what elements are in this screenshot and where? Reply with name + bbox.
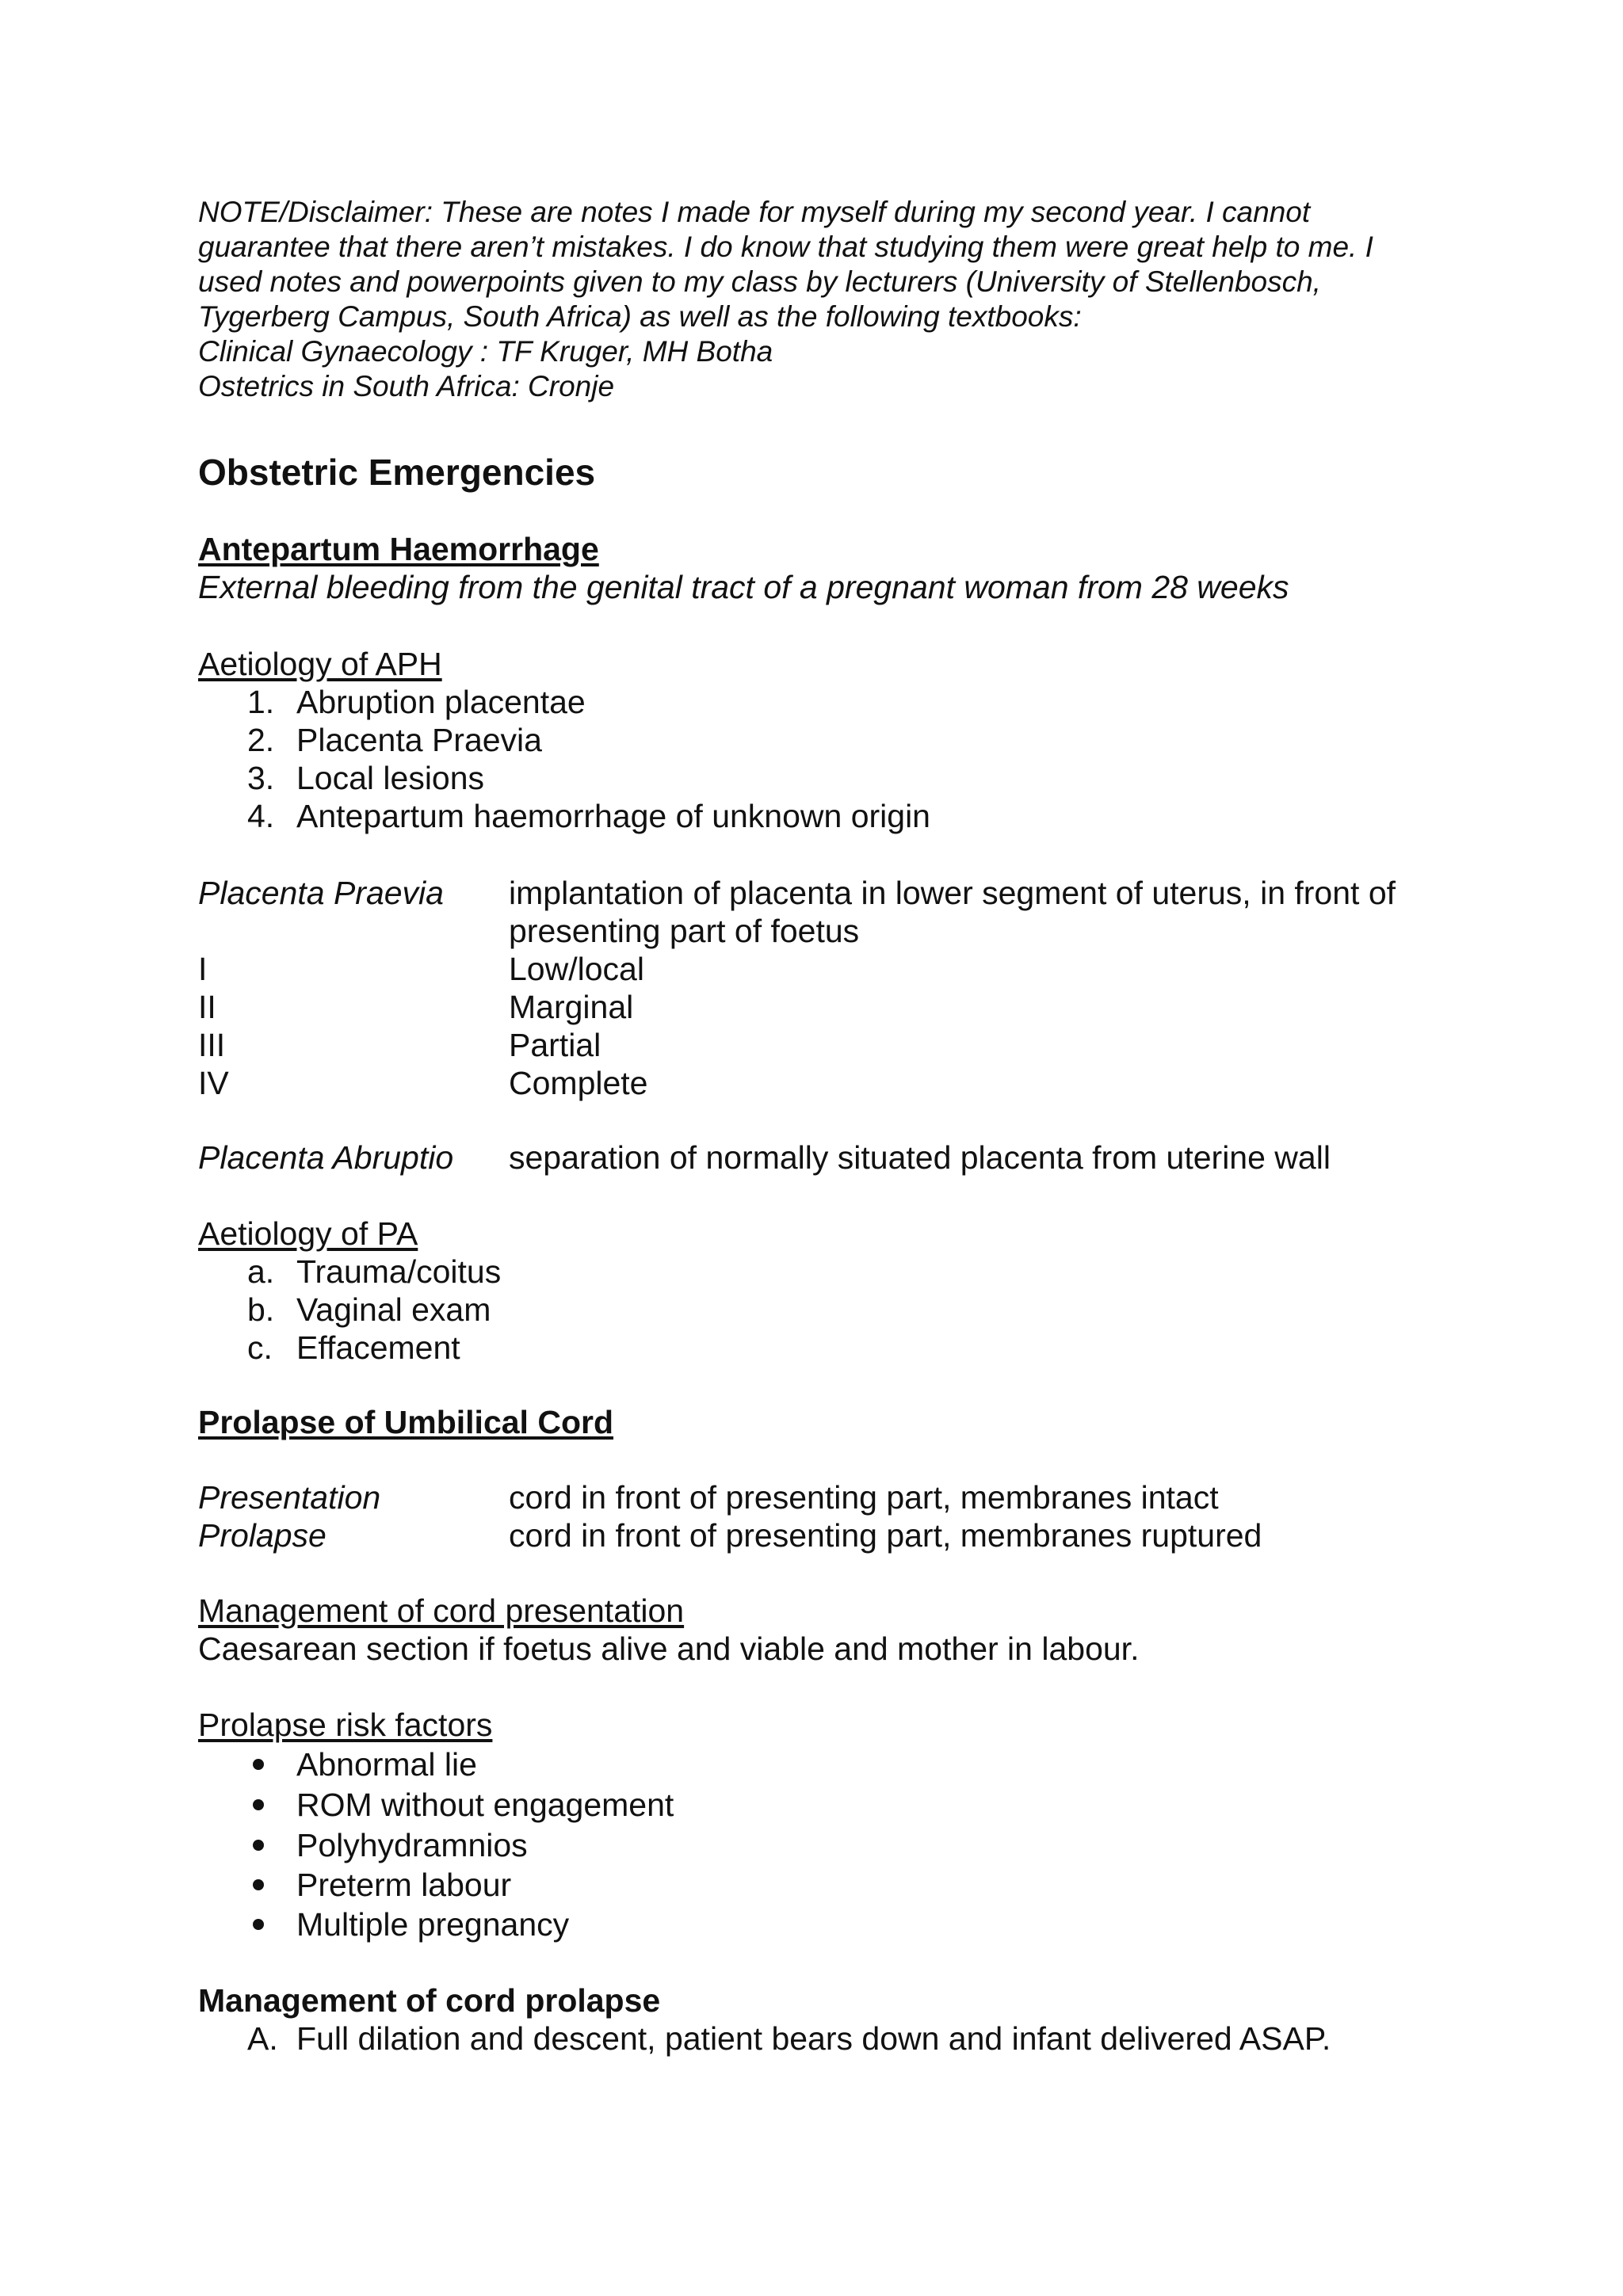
- note-line: Ostetrics in South Africa: Cronje: [198, 370, 615, 402]
- list-item: Placenta Praevia: [296, 722, 542, 758]
- definition-line: cord in front of presenting part, membranes ruptured: [509, 1517, 1262, 1554]
- list-item: Abnormal lie: [296, 1746, 477, 1783]
- list-item: Polyhydramnios: [296, 1827, 528, 1863]
- aph-aetiology-heading: Aetiology of APH: [198, 646, 442, 682]
- note-line: Clinical Gynaecology : TF Kruger, MH Botha: [198, 335, 773, 368]
- grade-desc: Marginal: [509, 989, 634, 1025]
- aph-heading: Antepartum Haemorrhage: [198, 531, 599, 567]
- list-marker: c.: [247, 1329, 273, 1366]
- list-marker: 2.: [247, 722, 275, 758]
- bullet-icon: [253, 1919, 264, 1930]
- bullet-icon: [253, 1799, 264, 1810]
- term-presentation: Presentation: [198, 1479, 381, 1516]
- list-marker: b.: [247, 1291, 275, 1328]
- risk-factors-heading: Prolapse risk factors: [198, 1707, 493, 1743]
- definition-line: implantation of placenta in lower segment of uterus, in front of: [509, 875, 1396, 911]
- list-marker: A.: [247, 2020, 278, 2057]
- grade-label: II: [198, 989, 216, 1025]
- list-item: Effacement: [296, 1329, 460, 1366]
- mgmt-presentation-text: Caesarean section if foetus alive and viable and mother in labour.: [198, 1630, 1140, 1667]
- list-item: Local lesions: [296, 760, 485, 796]
- list-item: Abruption placentae: [296, 684, 586, 720]
- list-marker: 1.: [247, 684, 275, 720]
- list-item: Multiple pregnancy: [296, 1906, 570, 1943]
- term-placenta-abruptio: Placenta Abruptio: [198, 1139, 454, 1176]
- mgmt-prolapse-heading: Management of cord prolapse: [198, 1982, 661, 2019]
- definition-line: presenting part of foetus: [509, 913, 860, 949]
- page-title: Obstetric Emergencies: [198, 452, 596, 493]
- term-prolapse: Prolapse: [198, 1517, 327, 1554]
- list-item: Full dilation and descent, patient bears down and infant delivered ASAP.: [296, 2020, 1331, 2057]
- definition-line: separation of normally situated placenta from uterine wall: [509, 1139, 1331, 1176]
- list-marker: 3.: [247, 760, 275, 796]
- note-line: used notes and powerpoints given to my class by lecturers (University of Stellenbosch,: [198, 265, 1321, 298]
- pa-aetiology-heading: Aetiology of PA: [198, 1215, 418, 1252]
- term-placenta-praevia: Placenta Praevia: [198, 875, 444, 911]
- list-item: Trauma/coitus: [296, 1253, 502, 1290]
- note-line: guarantee that there aren’t mistakes. I do know that studying them were great help to me. I: [198, 231, 1373, 263]
- list-marker: 4.: [247, 798, 275, 834]
- cord-heading: Prolapse of Umbilical Cord: [198, 1404, 613, 1440]
- grade-label: I: [198, 951, 208, 987]
- grade-desc: Partial: [509, 1027, 601, 1063]
- note-line: NOTE/Disclaimer: These are notes I made for myself during my second year. I cannot: [198, 196, 1311, 228]
- grade-label: IV: [198, 1065, 229, 1101]
- mgmt-presentation-heading: Management of cord presentation: [198, 1592, 685, 1629]
- list-item: Antepartum haemorrhage of unknown origin: [296, 798, 930, 834]
- bullet-icon: [253, 1840, 264, 1851]
- list-marker: a.: [247, 1253, 275, 1290]
- note-line: Tygerberg Campus, South Africa) as well as the following textbooks:: [198, 300, 1082, 333]
- list-item: ROM without engagement: [296, 1787, 674, 1823]
- aph-definition: External bleeding from the genital tract of a pregnant woman from 28 weeks: [198, 569, 1289, 605]
- bullet-icon: [253, 1759, 264, 1770]
- list-item: Preterm labour: [296, 1867, 512, 1903]
- grade-label: III: [198, 1027, 226, 1063]
- list-item: Vaginal exam: [296, 1291, 491, 1328]
- grade-desc: Complete: [509, 1065, 648, 1101]
- definition-line: cord in front of presenting part, membranes intact: [509, 1479, 1219, 1516]
- bullet-icon: [253, 1879, 264, 1890]
- grade-desc: Low/local: [509, 951, 644, 987]
